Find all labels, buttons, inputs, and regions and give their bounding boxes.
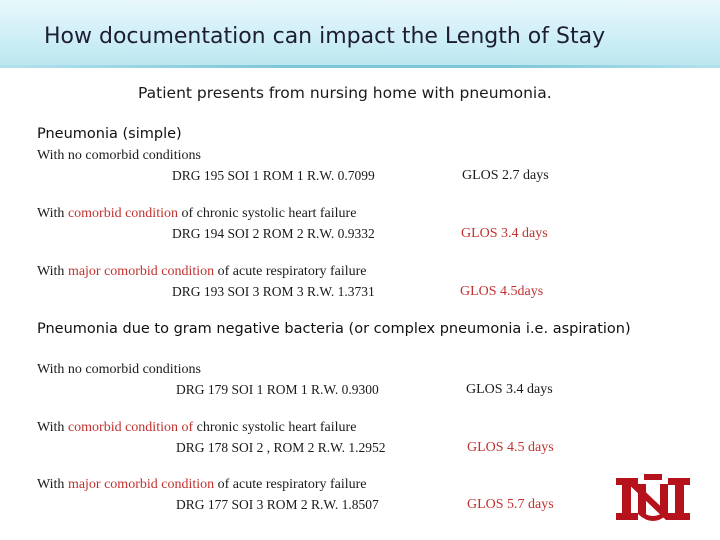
page-subtitle: Patient presents from nursing home with pneumonia.	[138, 84, 552, 102]
section-heading-complex: Pneumonia due to gram negative bacteria (or complex pneumonia i.e. aspiration)	[37, 321, 631, 337]
glos-value: GLOS 3.4 days	[461, 226, 548, 241]
condition-line: With comorbid condition of chronic systolic heart failure	[37, 420, 357, 435]
glos-value: GLOS 5.7 days	[467, 497, 554, 512]
drg-details: DRG 179 SOI 1 ROM 1 R.W. 0.9300	[176, 382, 379, 397]
drg-details: DRG 193 SOI 3 ROM 3 R.W. 1.3731	[172, 284, 375, 299]
unm-logo-icon	[614, 474, 692, 524]
condition-line: With comorbid condition of chronic systolic heart failure	[37, 206, 357, 221]
drg-details: DRG 178 SOI 2 , ROM 2 R.W. 1.2952	[176, 440, 386, 455]
drg-details: DRG 195 SOI 1 ROM 1 R.W. 0.7099	[172, 168, 375, 183]
glos-value: GLOS 3.4 days	[466, 382, 553, 397]
title-divider	[0, 65, 720, 68]
section-heading-simple: Pneumonia (simple)	[37, 126, 182, 142]
condition-line: With major comorbid condition of acute respiratory failure	[37, 477, 367, 492]
glos-value: GLOS 4.5 days	[467, 440, 554, 455]
condition-line: With no comorbid conditions	[37, 362, 201, 377]
page-title: How documentation can impact the Length of Stay	[44, 24, 606, 49]
condition-line: With major comorbid condition of acute respiratory failure	[37, 264, 367, 279]
drg-details: DRG 177 SOI 3 ROM 2 R.W. 1.8507	[176, 497, 379, 512]
glos-value: GLOS 4.5days	[460, 284, 544, 299]
condition-line: With no comorbid conditions	[37, 148, 201, 163]
glos-value: GLOS 2.7 days	[462, 168, 549, 183]
drg-details: DRG 194 SOI 2 ROM 2 R.W. 0.9332	[172, 226, 375, 241]
